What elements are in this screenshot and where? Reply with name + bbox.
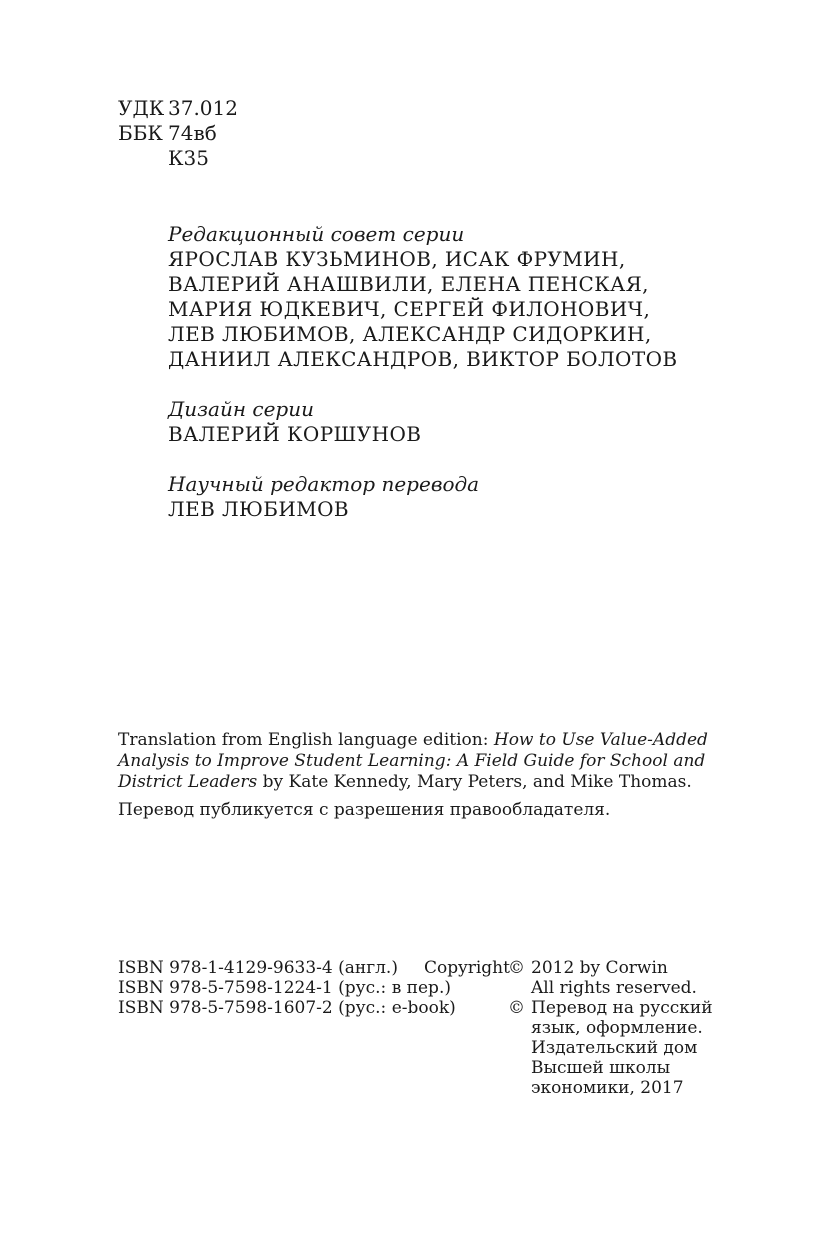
series-design-role: Дизайн серии (168, 397, 314, 421)
series-board-name-line: ЯРОСЛАВ КУЗЬМИНОВ, ИСАК ФРУМИН, (168, 247, 626, 271)
copyright-line: экономики, 2017 (531, 1078, 684, 1098)
udk-label: УДК (118, 96, 165, 120)
translation-prefix: Translation from English language edition: (118, 730, 494, 750)
series-board (168, 222, 678, 372)
bbk-value: 74вб (168, 121, 217, 145)
copyright-original (531, 958, 697, 998)
author-mark-value: К35 (168, 146, 209, 170)
udk-value: 37.012 (168, 96, 238, 120)
isbn-line: ISBN 978-5-7598-1607-2 (рус.: e-book) (118, 998, 456, 1018)
series-board-name-line: ЛЕВ ЛЮБИМОВ, АЛЕКСАНДР СИДОРКИН, (168, 322, 652, 346)
copyright-line: Издательский дом (531, 1038, 698, 1058)
copyright-line: язык, оформление. (531, 1018, 703, 1038)
scientific-editor-name: ЛЕВ ЛЮБИМОВ (168, 497, 350, 521)
copyright-sign: © (508, 958, 525, 978)
series-design-name: ВАЛЕРИЙ КОРШУНОВ (168, 422, 422, 446)
copyright-line: All rights reserved. (531, 978, 697, 998)
series-board-role: Редакционный совет серии (168, 222, 465, 246)
bbk-label: ББК (118, 121, 163, 145)
copyright-line: Высшей школы (531, 1058, 671, 1078)
original-title: How to Use Value-Added Analysis to Improve Student Learning: A Field Guide for School and District Leaders (118, 730, 708, 792)
copyright-line: 2012 by Corwin (531, 958, 668, 978)
copyright-sign: © (508, 998, 525, 1018)
series-board-name-line: МАРИЯ ЮДКЕВИЧ, СЕРГЕЙ ФИЛОНОВИЧ, (168, 297, 651, 321)
series-design (168, 397, 421, 447)
scientific-editor-role: Научный редактор перевода (168, 472, 480, 496)
permission-note: Перевод публикуется с разрешения правообладателя. (118, 800, 611, 820)
series-board-name-line: ВАЛЕРИЙ АНАШВИЛИ, ЕЛЕНА ПЕНСКАЯ, (168, 272, 649, 296)
isbn-line: ISBN 978-5-7598-1224-1 (рус.: в пер.) (118, 978, 451, 998)
copyright-line: Перевод на русский (531, 998, 713, 1018)
translation-authors: by Kate Kennedy, Mary Peters, and Mike Thomas. (257, 772, 692, 792)
series-board-name-line: ДАНИИЛ АЛЕКСАНДРОВ, ВИКТОР БОЛОТОВ (168, 347, 678, 371)
isbn-list (118, 958, 456, 1018)
copyright-translation (531, 998, 713, 1098)
isbn-line: ISBN 978-1-4129-9633-4 (англ.) (118, 958, 398, 978)
copyright-word: Copyright (424, 958, 510, 978)
scientific-editor (168, 472, 479, 522)
translation-note (118, 730, 718, 793)
